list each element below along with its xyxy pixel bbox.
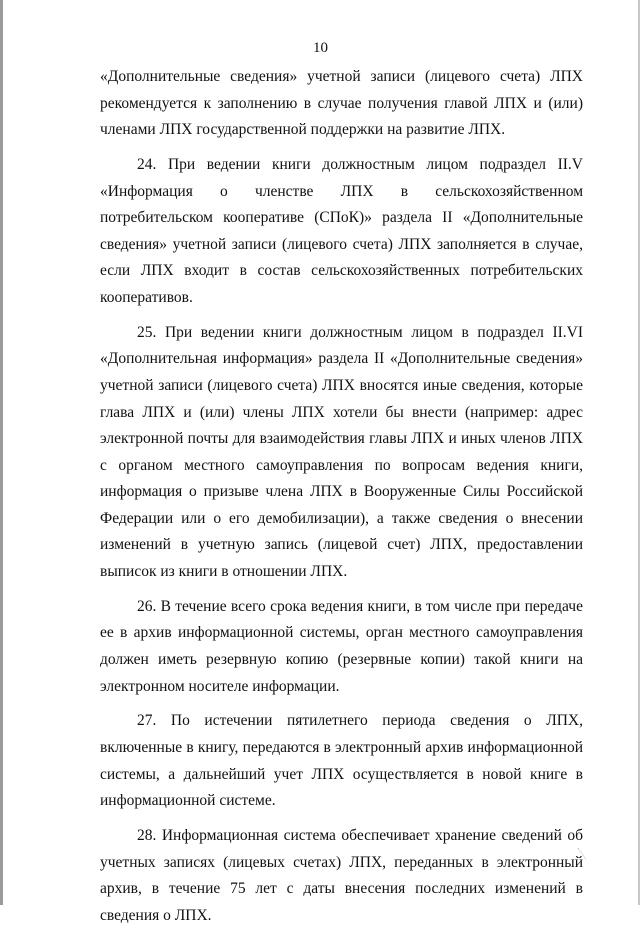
paragraph-continuation: «Дополнительные сведения» учетной записи (лицевого счета) ЛПХ рекомендуется к заполнению в случае получения главой ЛПХ и (или) членами ЛПХ государственной поддержки на развитие ЛПХ.: [100, 68, 583, 139]
paragraph-24: 24. При ведении книги должностным лицом подраздел II.V «Информация о членстве ЛПХ в сельскохозяйственном потребительском кооперативе (СПоК)» раздела II «Дополнительные сведения» учетной записи (лицевого счета) ЛПХ заполняется в случае, если ЛПХ входит в состав сельскохозяйственных потребительских кооперативов.: [100, 155, 583, 306]
paragraph-27: 27. По истечении пятилетнего периода сведения о ЛПХ, включенные в книгу, передаются в электронный архив информационной системы, а дальнейший учет ЛПХ осуществляется в новой книге в информационной системе.: [100, 712, 583, 810]
page-number: 10: [313, 40, 328, 56]
paragraph-28: 28. Информационная система обеспечивает хранение сведений об учетных записях (лицевых счетах) ЛПХ, переданных в электронный архив, в течение 75 лет с даты внесения последних изменений в сведения о ЛПХ.: [100, 826, 583, 924]
document-body: [100, 64, 583, 929]
paragraph-26: 26. В течение всего срока ведения книги, в том числе при передаче ее в архив информационной системы, орган местного самоуправления должен иметь резервную копию (резервные копии) такой книги на электронном носителе информации.: [100, 597, 583, 695]
paragraph-25: 25. При ведении книги должностным лицом в подраздел II.VI «Дополнительная информация» раздела II «Дополнительные сведения» учетной записи (лицевого счета) ЛПХ вносятся иные сведения, которые глава ЛПХ и (или) члены ЛПХ хотели бы внести (например: адрес электронной почты для взаимодействия главы ЛПХ и иных членов ЛПХ с органом местного самоуправления по вопросам ведения книги, информация о призыве члена ЛПХ в Вооруженные Силы Российской Федерации или о его демобилизации), а также сведения о внесении изменений в учетную запись (лицевой счет) ЛПХ, предоставлении выписок из книги в отношении ЛПХ.: [100, 323, 583, 581]
